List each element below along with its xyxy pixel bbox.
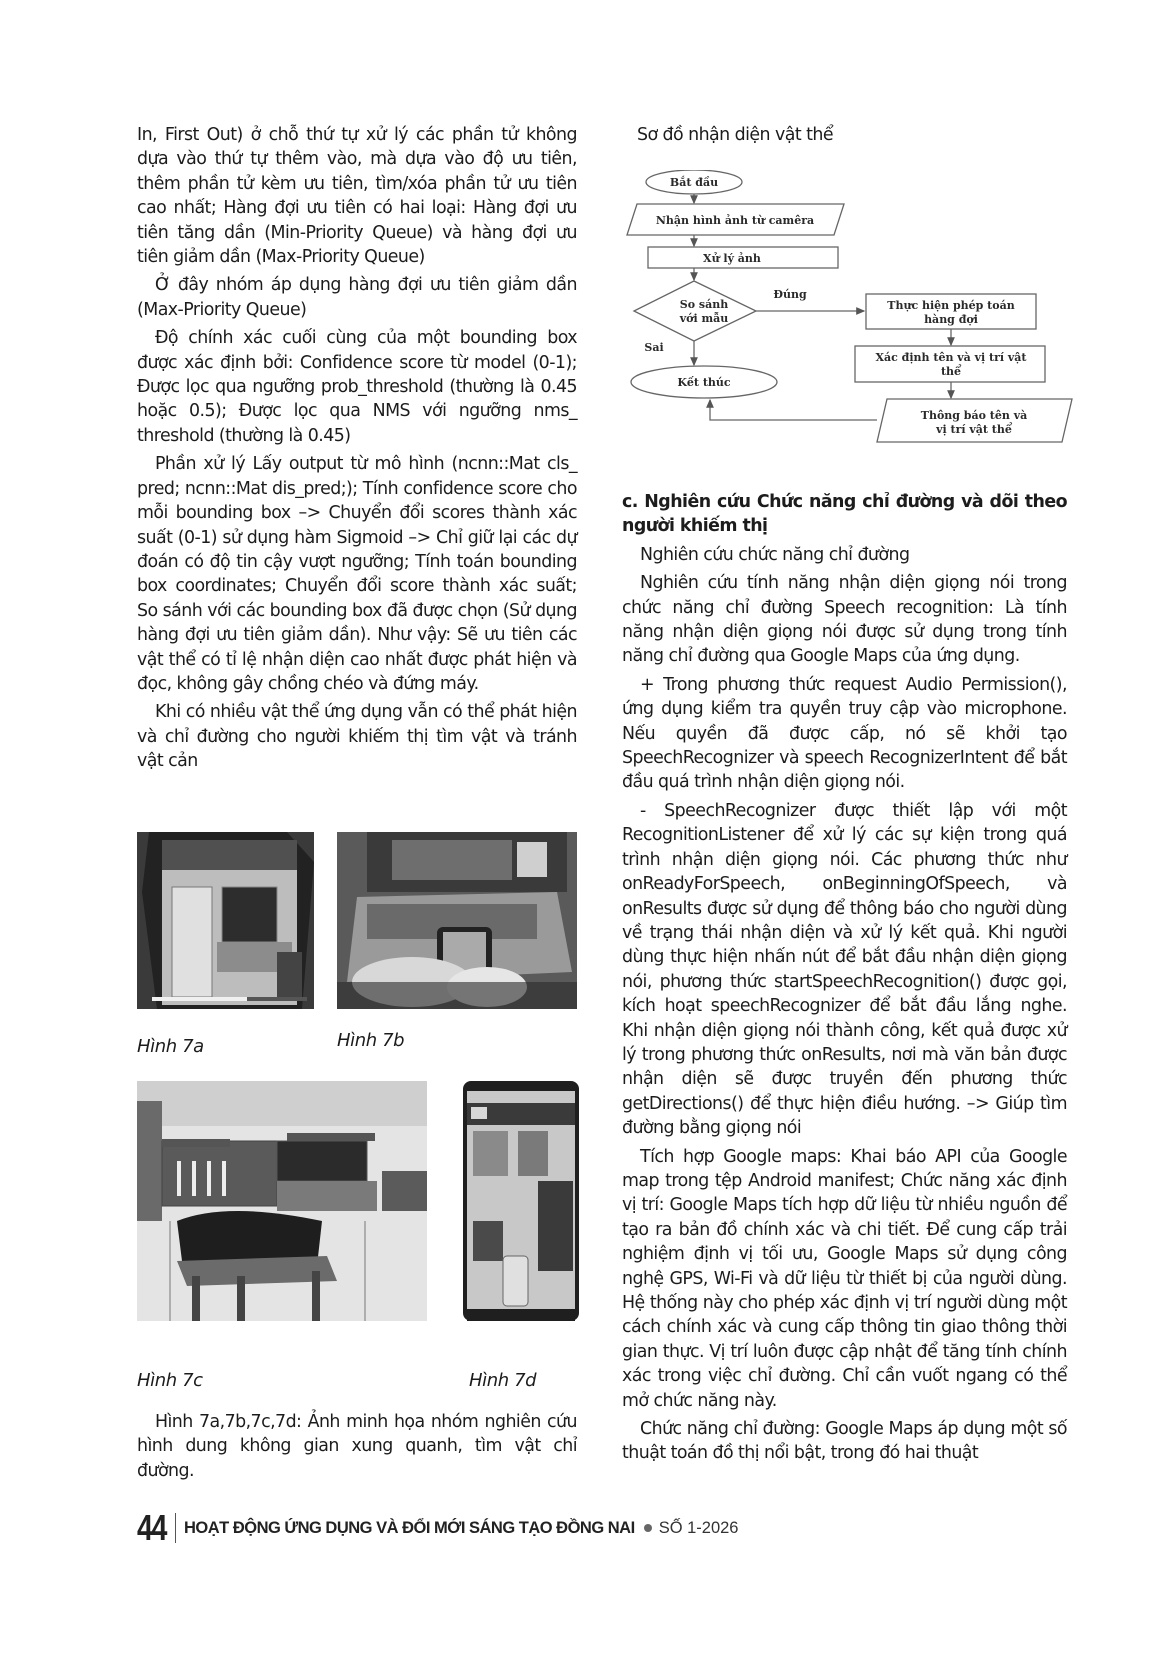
figure-7c-image bbox=[137, 1081, 427, 1321]
paragraph-guidance-research: Nghiên cứu chức năng chỉ đường bbox=[640, 544, 910, 565]
flowchart-input-label: Nhận hình ảnh từ camêra bbox=[655, 214, 815, 227]
paragraph-speech-recognizer: - SpeechRecognizer được thiết lập với một RecognitionListener để xử lý các sự kiện trong quá trình nhận diện giọng nói. Các phương thức như onReadyForSpeech, onBeginningOfSpeech, và onResults được sử dụng để thông báo cho người dùng về trạng thái nhận diện và xử lý kết quả. Khi người dùng thực hiện nhấn nút để bắt đầu nhận diện giọng nói, phương thức startSpeechRecognition() được gọi, kích hoạt speechRecognizer để bắt đầu lắng nghe. Khi nhận diện giọng nói thành công, kết quả được xử lý trong phương thức onResults, nơi mà văn bản được nhận diện sẽ được truyền đến phương thức getDirections() để thực hiện điều hướng. –> Giúp tìm đường bằng giọng nói bbox=[622, 800, 1067, 1139]
flowchart-title: Sơ đồ nhận diện vật thể bbox=[637, 125, 833, 145]
figure-7d-caption: Hình 7d bbox=[469, 1370, 537, 1391]
figure-7d-image bbox=[463, 1081, 579, 1321]
object-detection-flowchart bbox=[622, 170, 1082, 470]
flowchart-decision-label-1: So sánh bbox=[679, 298, 729, 311]
flowchart-end-label: Kết thúc bbox=[677, 376, 731, 389]
paragraph-directions: Chức năng chỉ đường: Google Maps áp dụng một số thuật toán đồ thị nổi bật, trong đó hai thuật bbox=[622, 1419, 1067, 1464]
flowchart-no-label: Sai bbox=[644, 341, 664, 354]
section-heading: c. Nghiên cứu Chức năng chỉ đường và dõi theo người khiếm thị bbox=[622, 492, 1067, 537]
flowchart-yes-label: Đúng bbox=[773, 288, 807, 301]
flowchart-notify-label-1: Thông báo tên và bbox=[920, 409, 1028, 422]
footer-divider bbox=[175, 1513, 176, 1543]
paragraph-max-priority: Ở đây nhóm áp dụng hàng đợi ưu tiên giảm dần (Max-Priority Queue) bbox=[137, 275, 577, 320]
figure-7b-image bbox=[337, 832, 577, 1009]
page-number: 44 bbox=[137, 1507, 166, 1548]
paragraph-output-processing: Phần xử lý Lấy output từ mô hình (ncnn::Mat cls_ pred; ncnn::Mat dis_pred;); Tính confidence score cho mỗi bounding box –> Chuyển đổi scores thành xác suất (0-1) sử dụng hàm Sigmoid –> Chỉ giữ lại các dự đoán có độ tin cậy vượt ngưỡng; Tính toán bounding box coordinates; Chuyển đổi score thành xác suất; So sánh với các bounding box đã được chọn (Sử dụng hàng đợi ưu tiên giảm dần). Như vậy: Sẽ ưu tiên các vật thể có tỉ lệ nhận diện cao nhất được phát hiện và đọc, không gây chồng chéo và đứng máy. bbox=[137, 454, 577, 694]
flowchart-decision-label-2: với mẫu bbox=[679, 312, 729, 325]
left-column bbox=[137, 123, 577, 778]
flowchart-title-block bbox=[637, 123, 1067, 151]
decision-node bbox=[634, 281, 756, 341]
figure-7b-caption: Hình 7b bbox=[337, 1030, 405, 1051]
page-footer bbox=[137, 1508, 739, 1548]
right-column bbox=[622, 486, 1067, 1470]
paragraph-audio-permission: + Trong phương thức request Audio Permission(), ứng dụng kiểm tra quyền truy cập vào microphone. Nếu quyền đã được cấp, nó sẽ khởi tạo SpeechRecognizer và speech RecognizerIntent để bắt đầu quá trình nhận diện giọng nói. bbox=[622, 674, 1067, 793]
figure-group-caption: Hình 7a,7b,7c,7d: Ảnh minh họa nhóm nghiên cứu hình dung không gian xung quanh, tìm vật chỉ đường. bbox=[137, 1412, 577, 1481]
figure-7a-caption: Hình 7a bbox=[137, 1036, 204, 1057]
flowchart-start-label: Bắt đầu bbox=[669, 176, 719, 189]
paragraph-speech-recognition: Nghiên cứu tính năng nhận diện giọng nói trong chức năng chỉ đường Speech recognition: Là tính năng nhận diện giọng nói được sử dụng trong tính năng chỉ đường qua Google Maps của ứng dụng. bbox=[622, 573, 1067, 667]
journal-title: HOẠT ĐỘNG ỨNG DỤNG VÀ ĐỔI MỚI SÁNG TẠO ĐỒNG NAI bbox=[184, 1518, 635, 1537]
flowchart-process-label: Xử lý ảnh bbox=[703, 252, 761, 265]
flowchart-queue-label-1: Thực hiện phép toán bbox=[887, 299, 1015, 312]
paragraph-priority-queue: In, First Out) ở chỗ thứ tự xử lý các phần tử không dựa vào thứ tự thêm vào, mà dựa vào độ ưu tiên, thêm phần tử kèm ưu tiên, tìm/xóa phần tử ưu tiên cao nhất; Hàng đợi ưu tiên có hai loại: Hàng đợi ưu tiên tăng dần (Min-Priority Queue) và hàng đợi ưu tiên giảm dần (Max-Priority Queue) bbox=[137, 125, 577, 268]
flowchart-identify-label-1: Xác định tên và vị trí vật bbox=[875, 351, 1027, 364]
flowchart-notify-label-2: vị trí vật thể bbox=[936, 423, 1012, 436]
bullet-dot-icon bbox=[644, 1524, 652, 1532]
issue-number: SỐ 1-2026 bbox=[658, 1518, 739, 1537]
figure-7a-image bbox=[137, 832, 314, 1009]
figure-group-caption-block bbox=[137, 1410, 577, 1487]
figure-7c-caption: Hình 7c bbox=[137, 1370, 203, 1391]
paragraph-google-maps: Tích hợp Google maps: Khai báo API của Google map trong tệp Android manifest; Chức năng xác định vị trí: Google Maps tích hợp dữ liệu từ nhiều nguồn để tạo ra bản đồ chính xác và chi tiết. Để cung cấp trải nghiệm định vị tối ưu, Google Maps sử dụng công nghệ GPS, Wi-Fi và dữ liệu từ thiết bị của người dùng. Hệ thống này cho phép xác định vị trí người dùng một cách chính xác và cung cấp thông tin giao thông thời gian thực. Vị trí luôn được cập nhật để tăng tính chính xác trong việc chỉ đường. Chỉ cần vuốt ngang có thể mở chức năng này. bbox=[622, 1146, 1067, 1411]
flowchart-queue-label-2: hàng đợi bbox=[924, 313, 978, 326]
paragraph-multiple-objects: Khi có nhiều vật thể ứng dụng vẫn có thể phát hiện và chỉ đường cho người khiếm thị tìm vật và tránh vật cản bbox=[137, 702, 577, 772]
paragraph-bounding-box-accuracy: Độ chính xác cuối cùng của một bounding box được xác định bởi: Confidence score từ model (0-1); Được lọc qua ngưỡng prob_threshold (thường là 0.45 hoặc 0.5); Được lọc qua NMS với ngưỡng nms_ threshold (thường là 0.45) bbox=[137, 328, 577, 446]
flowchart-identify-label-2: thể bbox=[940, 365, 962, 378]
